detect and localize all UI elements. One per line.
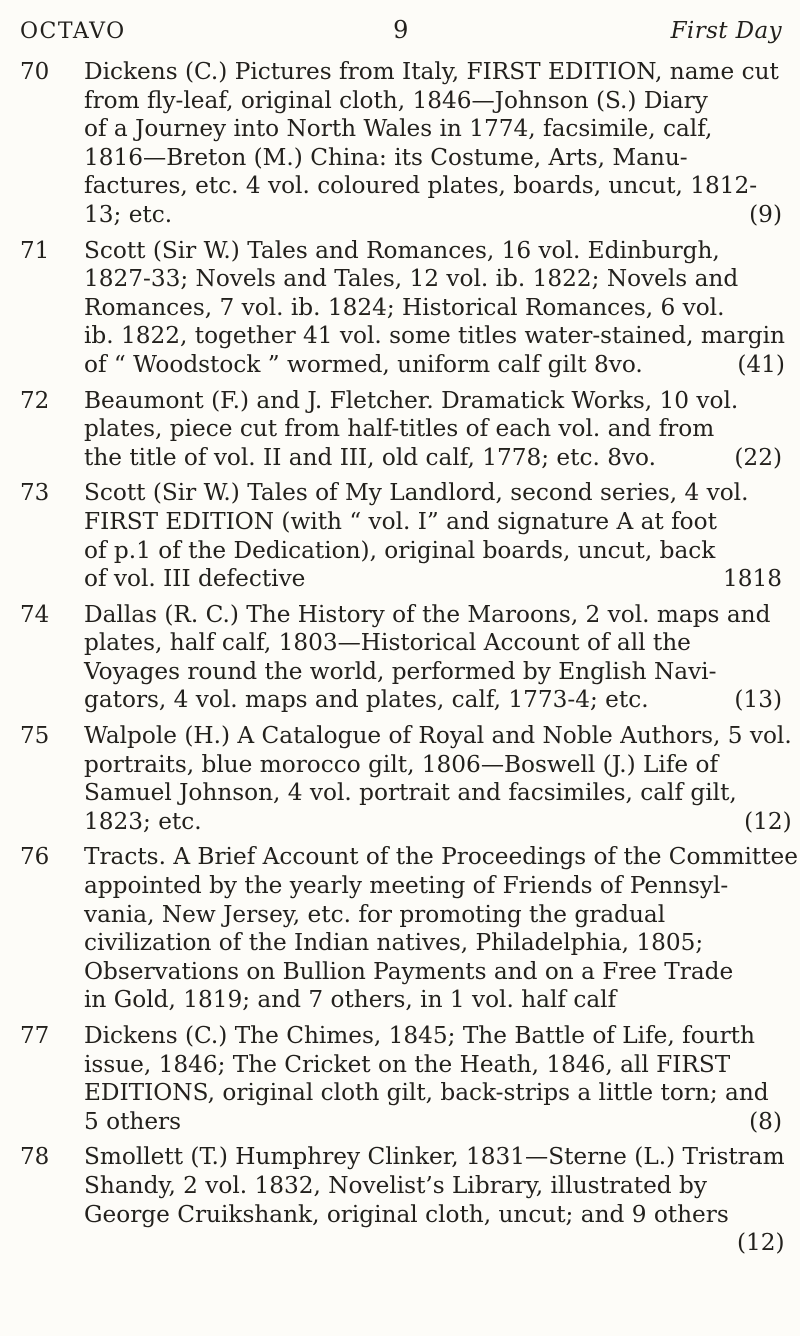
lot-line bbox=[84, 265, 785, 294]
lot-line bbox=[84, 779, 792, 808]
lot-line-text: portraits, blue morocco gilt, 1806—Boswell (J.) Life of bbox=[84, 750, 719, 778]
lot-line-text: 13; etc. bbox=[84, 200, 173, 228]
lot-number: 78 bbox=[20, 1144, 50, 1171]
lot-line bbox=[84, 322, 785, 351]
lot-line-text: EDITIONS, original cloth gilt, back-strips a little torn; and bbox=[84, 1079, 769, 1107]
lot-entry bbox=[20, 722, 792, 836]
lot-line-text: of p.1 of the Dedication), original boards, uncut, back bbox=[84, 536, 716, 564]
lot-line bbox=[84, 415, 782, 444]
lot-price-line bbox=[84, 1229, 785, 1258]
lot-price: (12) bbox=[744, 807, 792, 835]
lot-line bbox=[84, 508, 782, 537]
lot-description bbox=[84, 722, 792, 836]
lot-line bbox=[84, 601, 782, 630]
lot-line-text: plates, piece cut from half-titles of each vol. and from bbox=[84, 415, 715, 443]
lot-line-text: of vol. III defective bbox=[84, 565, 306, 593]
lot-line bbox=[84, 843, 798, 872]
lot-line-text: plates, half calf, 1803—Historical Account of all the bbox=[84, 629, 691, 657]
lot-entry bbox=[20, 1022, 782, 1136]
lot-line bbox=[84, 1201, 785, 1230]
lot-description bbox=[84, 1143, 785, 1257]
lot-line bbox=[84, 958, 798, 987]
lot-line bbox=[84, 387, 782, 416]
lot-line-text: 1827-33; Novels and Tales, 12 vol. ib. 1822; Novels and bbox=[84, 265, 739, 293]
lot-price: (13) bbox=[734, 686, 782, 714]
lot-line-text: Scott (Sir W.) Tales and Romances, 16 vol. Edinburgh, bbox=[84, 236, 720, 264]
lot-line bbox=[84, 565, 782, 594]
lot-description bbox=[84, 601, 782, 715]
lot-line bbox=[84, 929, 798, 958]
lot-line bbox=[84, 808, 792, 837]
header-section-label: OCTAVO bbox=[20, 19, 126, 44]
lot-line-text: civilization of the Indian natives, Philadelphia, 1805; bbox=[84, 929, 704, 957]
lot-number: 76 bbox=[20, 844, 50, 871]
lot-line bbox=[84, 751, 792, 780]
lot-line bbox=[84, 1108, 782, 1137]
lot-line bbox=[84, 201, 782, 230]
lot-line bbox=[84, 629, 782, 658]
lot-line bbox=[84, 1022, 782, 1051]
lot-entry bbox=[20, 1143, 785, 1257]
lot-line-text: Romances, 7 vol. ib. 1824; Historical Romances, 6 vol. bbox=[84, 293, 725, 321]
lot-line bbox=[84, 1079, 782, 1108]
lot-entry bbox=[20, 843, 798, 1015]
lot-line-text: factures, etc. 4 vol. coloured plates, boards, uncut, 1812- bbox=[84, 172, 758, 200]
lot-line-text: issue, 1846; The Cricket on the Heath, 1846, all FIRST bbox=[84, 1050, 731, 1078]
lot-number: 72 bbox=[20, 387, 50, 414]
lot-line bbox=[84, 686, 782, 715]
lot-description bbox=[84, 387, 782, 473]
lot-line bbox=[84, 294, 785, 323]
lot-line bbox=[84, 115, 782, 144]
lot-line bbox=[84, 479, 782, 508]
lot-entry bbox=[20, 479, 782, 593]
lot-entry bbox=[20, 387, 782, 473]
lot-line bbox=[84, 658, 782, 687]
lot-line-text: Smollett (T.) Humphrey Clinker, 1831—Sterne (L.) Tristram bbox=[84, 1143, 785, 1171]
lot-description bbox=[84, 1022, 782, 1136]
lot-number: 73 bbox=[20, 480, 50, 507]
lot-line-text: from fly-leaf, original cloth, 1846—Johnson (S.) Diary bbox=[84, 86, 708, 114]
lot-price: (8) bbox=[749, 1107, 782, 1135]
lot-line bbox=[84, 722, 792, 751]
lot-line bbox=[84, 444, 782, 473]
lot-line-text: 1816—Breton (M.) China: its Costume, Arts, Manu- bbox=[84, 143, 688, 171]
lot-line-text: FIRST EDITION (with “ vol. I” and signature A at foot bbox=[84, 507, 717, 535]
page-header bbox=[20, 12, 782, 44]
lot-line bbox=[84, 144, 782, 173]
lot-line bbox=[84, 237, 785, 266]
lot-description bbox=[84, 479, 782, 593]
lot-entry bbox=[20, 236, 785, 380]
lot-line-text: in Gold, 1819; and 7 others, in 1 vol. half calf bbox=[84, 986, 617, 1014]
lot-price: (41) bbox=[737, 350, 785, 378]
lot-line-text: ib. 1822, together 41 vol. some titles water-stained, margin bbox=[84, 322, 785, 350]
lot-line bbox=[84, 351, 785, 380]
lot-entry bbox=[20, 58, 782, 230]
lot-line bbox=[84, 1143, 785, 1172]
lot-line-text: the title of vol. II and III, old calf, 1778; etc. 8vo. bbox=[84, 443, 656, 471]
lot-line-text: vania, New Jersey, etc. for promoting the gradual bbox=[84, 900, 666, 928]
lot-line-text: Tracts. A Brief Account of the Proceedings of the Committee bbox=[84, 843, 798, 871]
lot-number: 74 bbox=[20, 601, 50, 628]
lot-line-text: appointed by the yearly meeting of Friends of Pennsyl- bbox=[84, 872, 729, 900]
lot-number: 77 bbox=[20, 1023, 50, 1049]
lot-line bbox=[84, 87, 782, 116]
lot-number: 71 bbox=[20, 237, 50, 264]
lot-line-text: Dickens (C.) The Chimes, 1845; The Battle of Life, fourth bbox=[84, 1022, 755, 1049]
lot-line-text: Dallas (R. C.) The History of the Maroons, 2 vol. maps and bbox=[84, 600, 771, 628]
lot-line bbox=[84, 1172, 785, 1201]
lot-line-text: George Cruikshank, original cloth, uncut; and 9 others bbox=[84, 1200, 729, 1228]
lot-line-text: Voyages round the world, performed by English Navi- bbox=[84, 657, 717, 685]
lot-description bbox=[84, 843, 798, 1015]
lot-line-text: gators, 4 vol. maps and plates, calf, 1773-4; etc. bbox=[84, 686, 649, 714]
lot-line-text: Samuel Johnson, 4 vol. portrait and facsimiles, calf gilt, bbox=[84, 779, 737, 807]
lot-line bbox=[84, 901, 798, 930]
lot-line-text: Dickens (C.) Pictures from Italy, FIRST EDITION, name cut bbox=[84, 58, 779, 85]
lot-line-text: of “ Woodstock ” wormed, uniform calf gilt 8vo. bbox=[84, 350, 643, 378]
lot-number: 75 bbox=[20, 723, 50, 750]
lot-price: (12) bbox=[736, 1229, 785, 1257]
lot-description bbox=[84, 237, 785, 380]
lot-line bbox=[84, 1051, 782, 1080]
lot-line-text: 1823; etc. bbox=[84, 807, 202, 835]
lot-line-text: Scott (Sir W.) Tales of My Landlord, second series, 4 vol. bbox=[84, 479, 749, 507]
lot-line bbox=[84, 537, 782, 566]
lot-number: 70 bbox=[20, 59, 50, 85]
lot-line-text: Shandy, 2 vol. 1832, Novelist’s Library, illustrated by bbox=[84, 1171, 707, 1199]
header-day-label: First Day bbox=[670, 18, 782, 44]
lot-line-text: Observations on Bullion Payments and on a Free Trade bbox=[84, 957, 734, 985]
lot-line bbox=[84, 58, 782, 87]
lot-line-text: Beaumont (F.) and J. Fletcher. Dramatick Works, 10 vol. bbox=[84, 386, 739, 414]
lot-price: 1818 bbox=[722, 565, 782, 593]
lot-line bbox=[84, 172, 782, 201]
lot-entry bbox=[20, 601, 782, 715]
lot-line-text: Walpole (H.) A Catalogue of Royal and Noble Authors, 5 vol. bbox=[84, 722, 792, 750]
lot-description bbox=[84, 58, 782, 230]
lot-price: (22) bbox=[734, 443, 782, 471]
lot-price: (9) bbox=[749, 200, 782, 228]
lot-list bbox=[20, 58, 798, 1258]
lot-line bbox=[84, 986, 798, 1015]
lot-line-text: of a Journey into North Wales in 1774, facsimile, calf, bbox=[84, 115, 713, 143]
lot-line bbox=[84, 872, 798, 901]
lot-line-text: 5 others bbox=[84, 1107, 182, 1135]
page-number: 9 bbox=[393, 16, 409, 44]
